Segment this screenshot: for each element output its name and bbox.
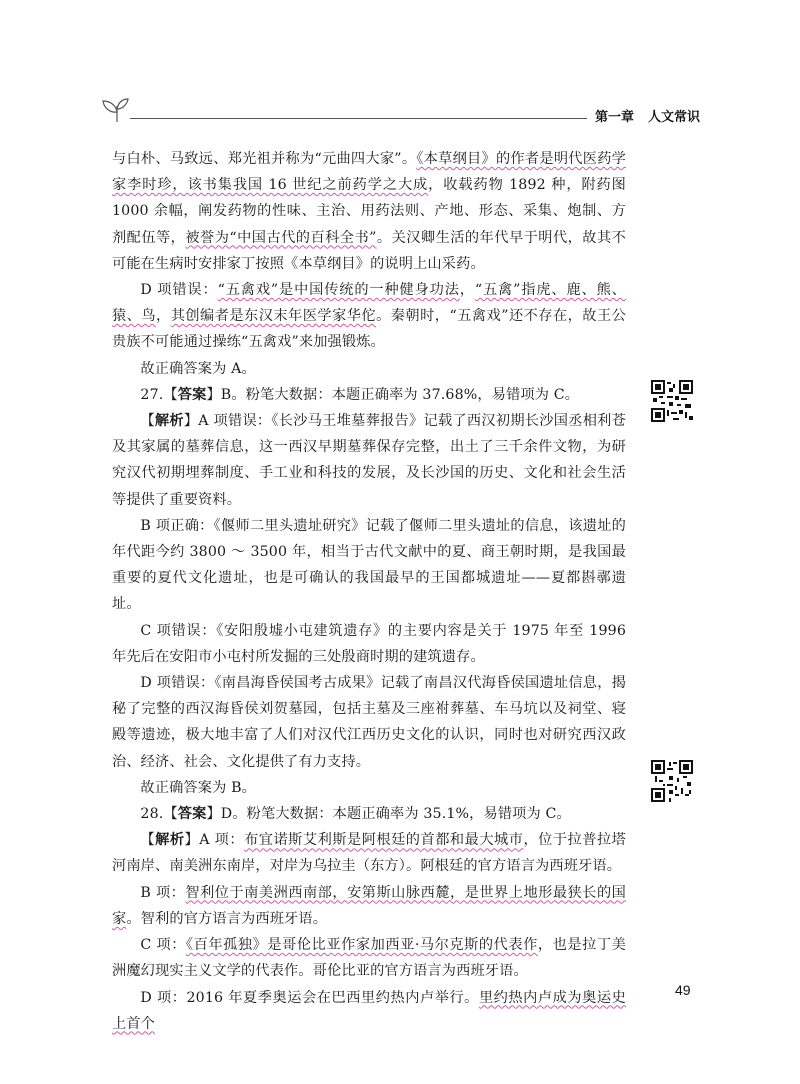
text-segment: 。秦朝时，“五禽戏”还不存在，故王公贵族不可能通过操练“五禽戏”来加强锻炼。	[112, 308, 626, 351]
text-segment: 】B。粉笔大数据：本题正确率为 37.68%，易错项为 C。	[206, 386, 580, 403]
text-segment: ，位于拉普拉塔河南岸、南美洲东南岸，对岸为乌拉圭（东方）。阿根廷的官方语言为西班牙语。	[112, 832, 626, 875]
paragraph	[112, 513, 626, 618]
paragraph	[112, 985, 626, 1037]
text-segment: 】D。粉笔大数据：本题正确率为 35.1%，易错项为 C。	[206, 806, 571, 823]
paragraph	[112, 827, 626, 879]
paragraph	[112, 277, 626, 356]
page-number: 49	[675, 982, 691, 998]
paragraph	[112, 382, 626, 408]
answer-explanation-body	[112, 146, 626, 1037]
text-segment: 。关汉卿生活的年代早于明代，故其不可能在生病时安排家丁按照《本草纲目》的说明上山采药。	[112, 229, 626, 272]
qr-code-icon[interactable]	[651, 380, 693, 422]
text-segment: D 项：2016 年夏季奥运会在巴西里约热内卢举行。	[140, 989, 479, 1006]
paragraph	[112, 880, 626, 932]
text-segment: 27.【	[140, 386, 178, 403]
paragraph	[112, 146, 626, 277]
section-title: 人文常识	[647, 110, 700, 125]
highlighted-text: “五禽戏”是中国传统的一种健身功法	[217, 282, 460, 299]
label-text: 答案	[177, 806, 207, 823]
text-segment: B 项：	[140, 884, 186, 901]
chapter-title	[587, 106, 700, 125]
text-segment: B 项正确：《偃师二里头遗址研究》记载了偃师二里头遗址的信息，该遗址的年代距今约 3800 ～ 3500 年，相当于古代文献中的夏、商王朝时期，是我国最重要的夏代文化遗址，也是可确认的我国最早的王国都城遗址——夏都斟鄩遗址。	[112, 517, 626, 613]
text-segment: ，	[459, 282, 475, 299]
highlighted-text: 布宜诺斯艾利斯是阿根廷的首都和最大城市	[244, 832, 524, 849]
text-segment: ，	[156, 308, 171, 325]
text-segment: 【	[140, 413, 155, 430]
text-segment: C 项错误：《安阳殷墟小屯建筑遗存》的主要内容是关于 1975 年至 1996 年先后在安阳市小屯村所发掘的三处殷商时期的建筑遗存。	[112, 622, 626, 665]
highlighted-text: 《百年孤独》是哥伦比亚作家加西亚·马尔克斯的代表作	[185, 937, 538, 954]
text-segment: 28.【	[140, 806, 178, 823]
paragraph	[112, 670, 626, 775]
qr-code-icon[interactable]	[651, 760, 693, 802]
text-segment: 】A 项错误：《长沙马王堆墓葬报告》记载了西汉初期长沙国丞相利苍及其家属的墓葬信息，这一西汉早期墓葬保存完整，出土了三千余件文物，为研究汉代初期埋葬制度、手工业和科技的发展，及长沙国的历史、文化和社会生活等提供了重要资料。	[112, 413, 626, 508]
paragraph	[112, 618, 626, 670]
highlighted-text: 智利位于南美洲西南部，安第斯山脉西麓，是世界上地形最狭长的国家	[112, 884, 626, 927]
paragraph	[112, 408, 626, 513]
paragraph	[112, 801, 626, 827]
text-segment: ，也是拉丁美洲魔幻现实主义文学的代表作。哥伦比亚的官方语言为西班牙语。	[112, 937, 626, 980]
highlighted-text: “五禽”指虎、鹿、熊、猿、鸟	[112, 282, 626, 325]
highlighted-text: 《本草纲目》的作者是明代医药学家李时珍，该书集我国 16 世纪之前药学之大成	[112, 151, 626, 194]
paragraph	[112, 932, 626, 984]
text-segment: 与白朴、马致远、郑光祖并称为“元曲四大家”。	[112, 151, 417, 167]
text-segment: D 项错误：	[140, 282, 218, 299]
leaf-icon	[100, 96, 134, 126]
text-segment: D 项错误：《南昌海昏侯国考古成果》记载了南昌汉代海昏侯国遗址信息，揭秘了完整的西汉海昏侯刘贺墓园，包括主墓及三座祔葬墓、车马坑以及祠堂、寝殿等遗迹，极大地丰富了人们对汉代江西历史文化的认识，同时也对研究西汉政治、经济、社会、文化提供了有力支持。	[112, 675, 626, 770]
highlighted-text: 里约热内卢成为奥运史上首个	[112, 989, 626, 1032]
text-segment: 。智利的官方语言为西班牙语。	[126, 910, 328, 927]
label-text: 解析	[155, 832, 185, 849]
text-segment: 故正确答案为 A。	[140, 360, 256, 377]
text-segment: 】A 项：	[184, 832, 245, 849]
paragraph	[112, 775, 626, 801]
label-text: 答案	[177, 386, 207, 403]
text-segment: 故正确答案为 B。	[140, 779, 256, 796]
text-segment: 【	[140, 832, 156, 849]
highlighted-text: 被誉为“中国古代的百科全书”	[185, 229, 377, 246]
label-text: 解析	[154, 413, 184, 430]
paragraph	[112, 356, 626, 382]
text-segment: ，收载药物 1892 种，附药图 1000 余幅，阐发药物的性味、主治、用药法则、产地、形态、采集、炮制、方剂配伍等，	[112, 177, 626, 246]
highlighted-text: 其创编者是东汉末年医学家华佗	[170, 308, 377, 325]
chapter-number: 第一章	[594, 110, 634, 125]
text-segment: C 项：	[140, 937, 186, 954]
page-header	[100, 96, 700, 136]
